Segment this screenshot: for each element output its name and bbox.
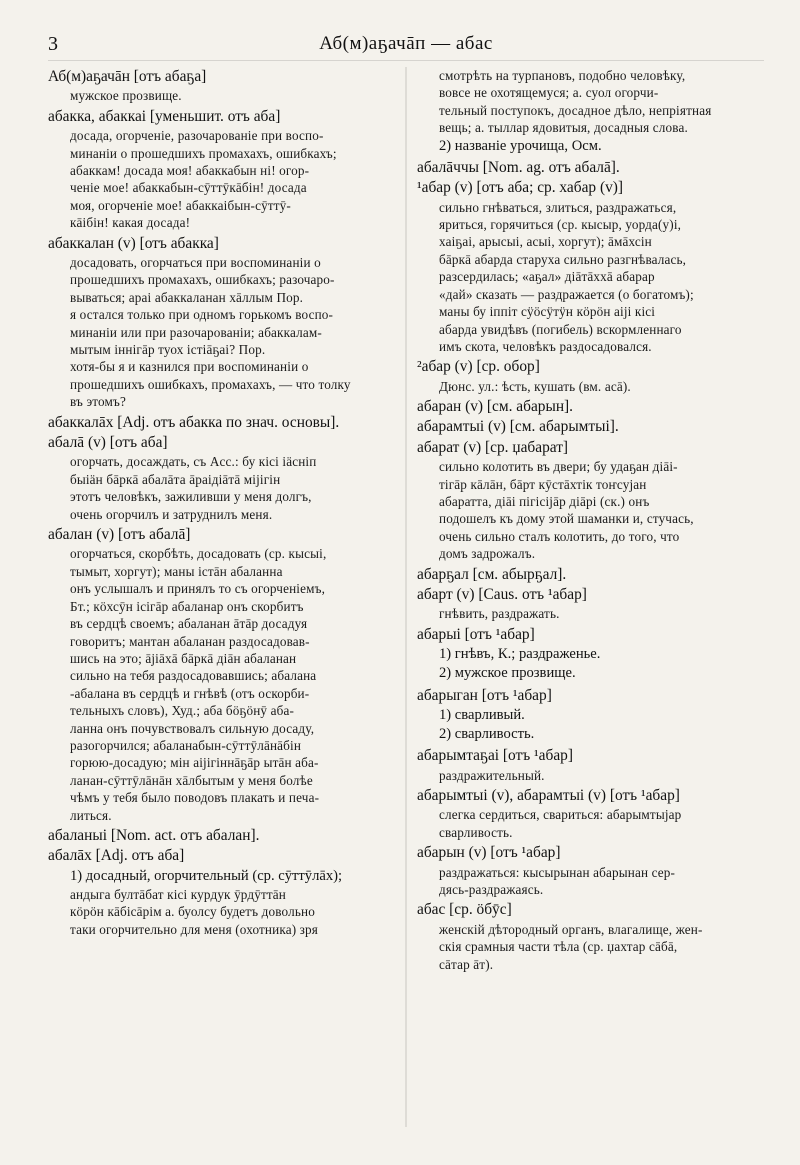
definition-line: Бт.; кöхсӯн ісігāр абаланар онъ скорбитъ xyxy=(70,598,304,614)
definition-line: абаратта, діāі пігісіјāр діāрі (ск.) онъ xyxy=(439,493,650,509)
left-column xyxy=(48,67,395,1127)
definition-line: тігāр кāлāн, бāрт кӯстāхтік тоҥсујан xyxy=(439,476,647,492)
headword-line: абарыган [отъ ¹абар] xyxy=(417,686,552,704)
page-title: Аб(м)аҕачāп — абас xyxy=(319,33,493,54)
left-entry-4 xyxy=(48,413,395,523)
sense-line: 2) мужское прозвище. xyxy=(439,665,576,682)
right-entry-9 xyxy=(417,786,764,841)
headword-line: абаккалāх [Adj. отъ абакка по знач. основы]. xyxy=(48,413,340,431)
right-entry-1 xyxy=(417,67,764,156)
definition-line: говоритъ; мантан абаланан раздосадовав- xyxy=(70,633,310,649)
definition-line: таки огорчительно для меня (охотника) зря xyxy=(70,921,319,937)
definition-line: горюю-досадую; мін аіјігіннāҕāр ытāн аба- xyxy=(70,755,319,771)
definition-line: андыга бултāбат кісі курдук ӯрдӯттāн xyxy=(70,887,287,903)
sense-line: 1) досадный, огорчительный (ср. сӯттӯлāх); xyxy=(70,867,343,884)
definition-line: ченіе мое! абаккабын-сӯттӯкāбін! досада xyxy=(70,180,307,196)
headword-line: абаккалан (v) [отъ абакка] xyxy=(48,234,219,252)
headword-line: абас [ср. öбӯс] xyxy=(417,901,512,919)
sense-line: 2) сварливость. xyxy=(439,726,535,743)
headword-line: абарыі [отъ ¹абар] xyxy=(417,625,535,643)
headword-line: абаран (v) [см. абарын]. xyxy=(417,398,574,416)
definition-line: досада, огорченіе, разочарованіе при воспо- xyxy=(70,128,324,144)
definition-line: очень огорчилъ и затруднилъ меня. xyxy=(70,506,273,522)
definition-line: абаккам! досада моя! абаккабын ні! огор- xyxy=(70,162,310,178)
left-entry-6 xyxy=(48,826,395,938)
definition-line: раздражаться: кысырынан абарынан сер- xyxy=(439,864,676,880)
headword-line: абарымтаҕаі [отъ ¹абар] xyxy=(417,747,573,765)
right-entry-5 xyxy=(417,565,764,623)
definition-line: сильно на тебя раздосадовавшись; абалана xyxy=(70,668,317,684)
definition-line: шись на это; āјіāхā бāркā діāн абаланан xyxy=(70,650,297,666)
definition-line: моя, огорченіе мое! абаккаібын-сӯттӯ- xyxy=(70,197,291,213)
left-entry-1 xyxy=(48,67,395,105)
definition-line: въ сердцѣ своемъ; абаланан āтāр досадуя xyxy=(70,616,308,632)
right-entry-11 xyxy=(417,900,764,973)
definition-line: разсердилась; «аҕал» діāтāххā абарар xyxy=(439,269,655,285)
definition-line: вещь; а. тыллар ядовитыя, досадныя слова. xyxy=(439,120,688,136)
definition-line: сильно колотить въ двери; бу удаҕан діāі- xyxy=(439,459,678,475)
definition-line: смотрѣть на турпановъ, подобно человѣку, xyxy=(439,68,686,83)
definition-line: сильно гнѣваться, злиться, раздражаться, xyxy=(439,199,677,215)
definition-line: Дюнс. ул.: ѣсть, кушать (вм. асā). xyxy=(439,378,631,394)
headword-line: абарҕал [см. абырҕал]. xyxy=(417,565,567,583)
definition-line: мужское прозвище. xyxy=(70,88,182,104)
definition-line: ланна онъ почувствовалъ сильную досаду, xyxy=(70,720,315,736)
definition-line: быіäн бāркā абалāта āраідіāтā міјігін xyxy=(70,471,281,487)
page-header xyxy=(48,28,764,61)
definition-line: прошедшихъ промахахъ, ошибкахъ; разочаро- xyxy=(70,272,335,288)
definition-line: кöрöн кāбісāрім а. буолсу будетъ довольно xyxy=(70,904,315,920)
left-entry-5 xyxy=(48,525,395,824)
headword-line: ¹абар (v) [отъ аба; ср. хабар (v)] xyxy=(417,179,624,197)
definition-line: имъ скота, человѣкъ раздосадовался. xyxy=(439,338,652,354)
definition-line: очень сильно сталъ колотить, до того, что xyxy=(439,528,680,544)
two-column-body xyxy=(48,67,764,1127)
right-entry-2 xyxy=(417,158,764,355)
right-column xyxy=(417,67,764,1127)
right-entry-10 xyxy=(417,843,764,898)
definition-line: прошедшихъ ошибкахъ, промахахъ, — что толку xyxy=(70,376,351,392)
headword-line: абарамтыі (v) [см. абарымтыі]. xyxy=(417,418,619,436)
sense-line: 1) гнѣвъ, К.; раздраженье. xyxy=(439,646,601,663)
left-entry-2 xyxy=(48,107,395,232)
right-entry-8 xyxy=(417,746,764,784)
definition-line: скія срамныя части тѣла (ср. џахтар сāбā, xyxy=(439,939,678,955)
definition-line: онъ услышалъ и принялъ то съ огорченіемъ, xyxy=(70,581,326,597)
definition-line: я остался только при одномъ горькомъ воспо- xyxy=(70,307,334,323)
definition-line: гнѣвить, раздражать. xyxy=(439,606,560,622)
page-number: 3 xyxy=(48,32,58,55)
definition-line: раздражительный. xyxy=(439,767,545,783)
definition-line: сāтар āт). xyxy=(439,956,494,972)
definition-line: сварливость. xyxy=(439,824,513,840)
definition-line: минаніи о прошедшихъ промахахъ, ошибкахъ; xyxy=(70,145,337,161)
headword-line: абалāх [Adj. отъ аба] xyxy=(48,847,185,865)
definition-line: этотъ человѣкъ, зажиливши у меня долгъ, xyxy=(70,489,312,505)
headword-line: абаланыі [Nom. act. отъ абалан]. xyxy=(48,827,260,845)
right-entry-4 xyxy=(417,397,764,563)
right-entry-3 xyxy=(417,357,764,395)
definition-line: хаіҕаі, арысыі, асыі, хоргут); āмāхсін xyxy=(439,234,652,250)
right-entry-7 xyxy=(417,686,764,745)
definition-line: бāркā абарда старуха сильно разгнѣвалась, xyxy=(439,251,687,267)
headword-line: абарат (v) [ср. џабарат] xyxy=(417,438,569,456)
definition-line: подошелъ къ дому этой шаманки и, стучась, xyxy=(439,511,694,527)
headword-line: абалā (v) [отъ аба] xyxy=(48,434,168,452)
headword-line: абарымтыі (v), абарамтыі (v) [отъ ¹абар] xyxy=(417,787,680,805)
definition-line: хотя-бы я и казнился при воспоминаніи о xyxy=(70,359,309,375)
definition-line: абарда увидѣвъ (погибель) вскормленнаго xyxy=(439,321,682,337)
definition-line: огорчать, досаждать, съ Acc.: бу кісі іäсніп xyxy=(70,454,317,470)
headword-line: абарын (v) [отъ ¹абар] xyxy=(417,844,561,862)
definition-line: вовсе не охотящемуся; а. суол огорчи- xyxy=(439,85,659,101)
definition-line: тымыт, хоргут); маны істāн абаланна xyxy=(70,563,283,579)
sense-line: 2) названіе урочища, Осм. xyxy=(439,137,602,154)
definition-line: чѣмъ у тебя было поводовъ плакать и печа- xyxy=(70,790,320,806)
headword-line: абарт (v) [Caus. отъ ¹абар] xyxy=(417,585,587,603)
headword-line: абалāччы [Nom. ag. отъ абалā]. xyxy=(417,158,620,176)
definition-line: женскій дѣтородный органъ, влагалище, жен- xyxy=(439,921,703,937)
definition-line: -абалана въ сердцѣ и гнѣвѣ (отъ оскорби- xyxy=(70,685,310,701)
definition-line: разогорчился; абаланабын-сӯттӯлāнāбін xyxy=(70,738,302,754)
definition-line: маны бу іппіт сӱöсӱтӱн кöрöн аіјі кісі xyxy=(439,304,656,320)
left-entry-3 xyxy=(48,234,395,411)
definition-line: «дай» сказать — раздражается (о богатомъ); xyxy=(439,286,694,302)
headword-line: ²абар (v) [ср. обор] xyxy=(417,358,540,376)
definition-line: литься. xyxy=(70,807,112,823)
definition-line: ланан-сӯттӯлāнāн хāлбытым у меня болѣе xyxy=(70,772,313,788)
definition-line: домъ задрожалъ. xyxy=(439,546,536,562)
definition-line: тельныхъ словъ), Худ.; аба бöҕöнӯ аба- xyxy=(70,703,295,719)
definition-line: минаніи или при разочарованіи; абаккалам- xyxy=(70,324,322,340)
definition-line: досадовать, огорчаться при воспоминаніи о xyxy=(70,254,321,270)
headword-line: абалан (v) [отъ абалā] xyxy=(48,526,191,544)
definition-line: дясь-раздражаясь. xyxy=(439,882,544,898)
definition-line: мытым іннігāр туох істіāҕаі? Пор. xyxy=(70,342,266,358)
definition-line: въ этомъ? xyxy=(70,394,126,410)
definition-line: слегка сердиться, свариться: абарымтыјар xyxy=(439,807,682,823)
definition-line: тельный поступокъ, досадное дѣло, непріятная xyxy=(439,102,712,118)
headword-line: Аб(м)аҕачāн [отъ абаҕа] xyxy=(48,68,207,85)
definition-line: огорчаться, скорбѣть, досадовать (ср. кысыі, xyxy=(70,546,327,562)
definition-line: яриться, горячиться (ср. кысыр, уорда(у)і, xyxy=(439,217,682,233)
definition-line: кāібін! какая досада! xyxy=(70,215,191,231)
definition-line: вываться; араі абаккаланан хāллым Пор. xyxy=(70,289,304,305)
right-entry-6 xyxy=(417,625,764,684)
headword-line: абакка, абаккаі [уменьшит. отъ аба] xyxy=(48,107,281,125)
sense-line: 1) сварливый. xyxy=(439,706,525,723)
